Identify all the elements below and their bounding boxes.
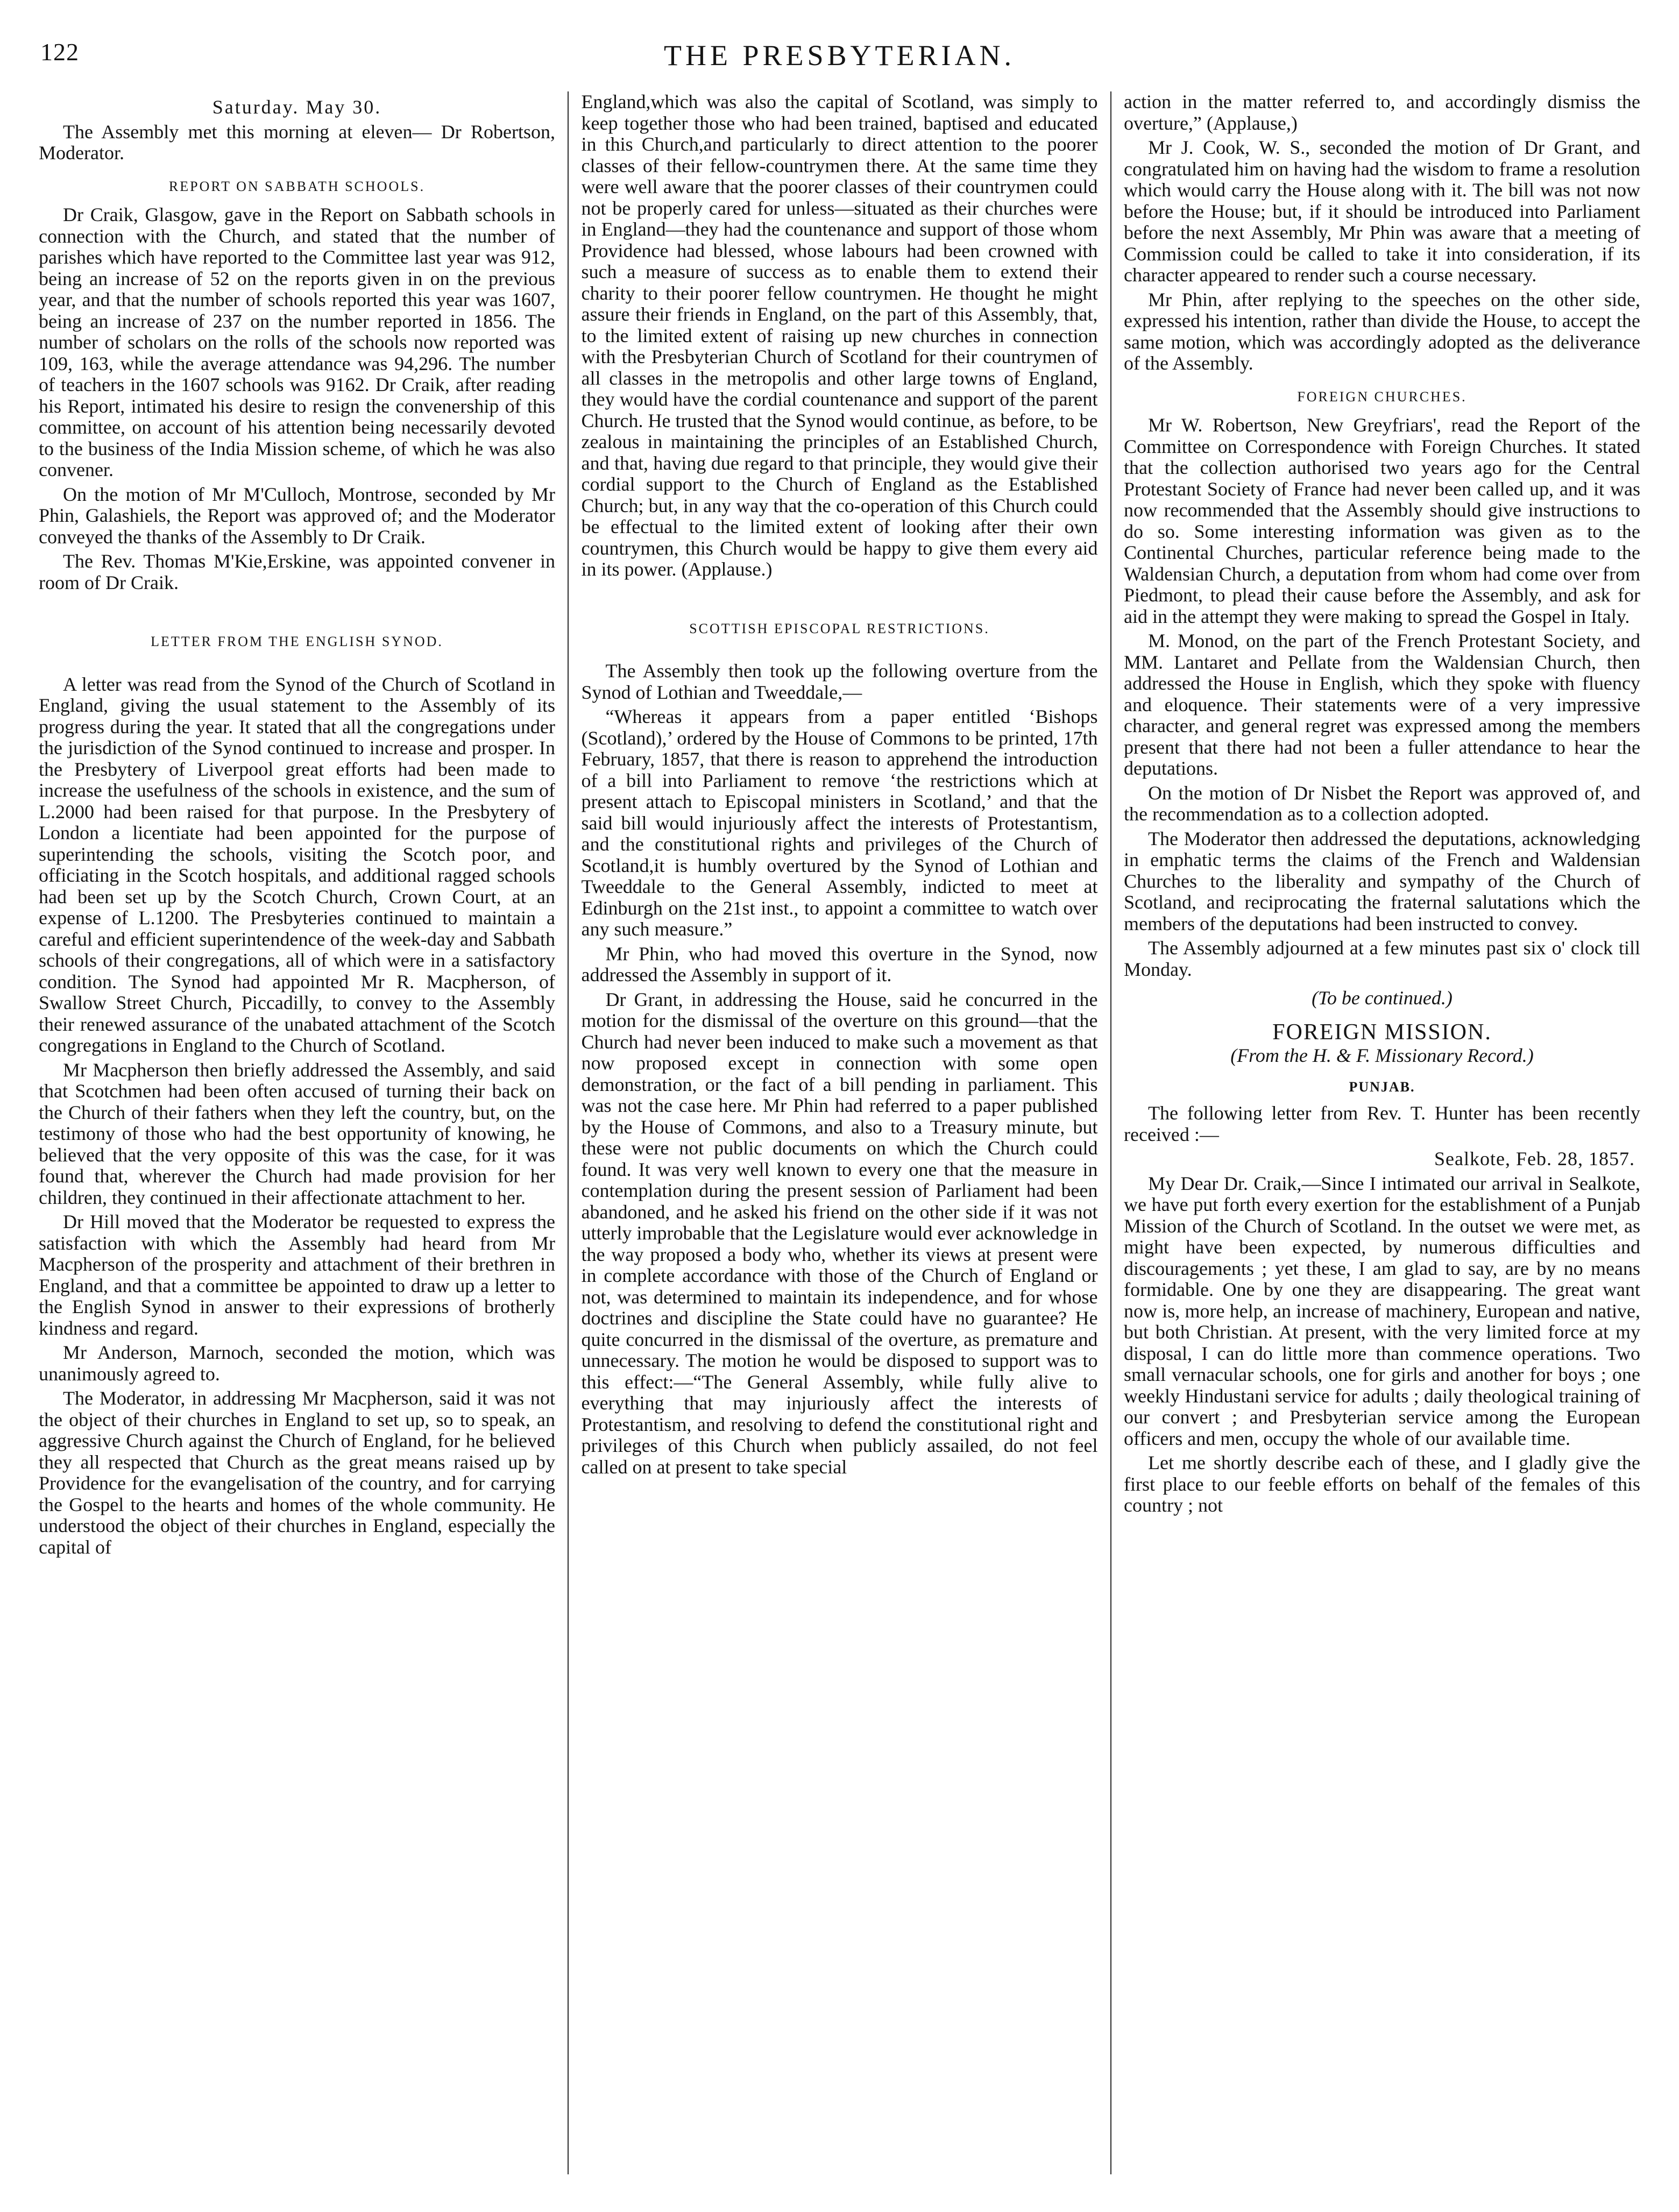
column-divider	[1110, 91, 1111, 2174]
source-subheading: (From the H. & F. Missionary Record.)	[1230, 1045, 1534, 1066]
paragraph: Mr Anderson, Marnoch, seconded the motion, which was unanimously agreed to.	[39, 1342, 555, 1385]
article-columns	[39, 91, 1640, 2174]
paragraph: Mr Macpherson then briefly addressed the Assembly, and said that Scotchmen had been often accused of turning their back on the Church of their fathers when they left the country, but, on the testimony of those who had the best opportunity of knowing, he believed that the very opposite of this was the case, for it was found that, wherever the Church had made provision for her children, they continued in their affectionate attachment to her.	[39, 1059, 555, 1208]
page-number: 122	[40, 38, 79, 66]
column-divider	[568, 91, 569, 2174]
section-heading-episcopal-restrictions: SCOTTISH EPISCOPAL RESTRICTIONS.	[689, 620, 990, 636]
running-title: THE PRESBYTERIAN.	[663, 39, 1015, 72]
section-heading-foreign-churches: FOREIGN CHURCHES.	[1297, 388, 1467, 405]
paragraph: Mr Phin, after replying to the speeches on the other side, expressed his intention, rather than divide the House, to accept the same motion, which was accordingly adopted as the deliverance of the Assembly.	[1124, 288, 1640, 374]
section-heading-punjab: PUNJAB.	[1349, 1079, 1415, 1095]
paragraph: The Moderator, in addressing Mr Macpherson, said it was not the object of their churches in England to set up, so to speak, an aggressive Church against the Church of England, for he believed they all respected that Church as the great means raised up by Providence for the evangelisation of the country, and for carrying the Gospel to the hearts and homes of the whole community. He understood the object of their churches in England, especially the capital of	[39, 1387, 555, 1558]
section-heading-sabbath-schools: REPORT ON SABBATH SCHOOLS.	[168, 178, 426, 194]
paragraph: The Moderator then addressed the deputations, acknowledging in emphatic terms the claims of the French and Waldensian Churches to the liberality and sympathy of the Church of Scotland, and reciprocating the fraternal salutations which the members of the deputations had been instructed to convey.	[1124, 827, 1640, 934]
paragraph: The Assembly adjourned at a few minutes past six o' clock till Monday.	[1124, 937, 1640, 980]
column-2	[582, 91, 1098, 2174]
paragraph-quoted-overture: “Whereas it appears from a paper entitled ‘Bishops (Scotland),’ ordered by the House of Commons to be printed, 17th February, 1857, that there is reason to apprehend the introduction of a bill into Parliament to remove ‘the restrictions which at present attach to Episcopal ministers in Scotland,’ and that the said bill would injuriously affect the interests of Protestantism, and the constitutional rights and privileges of the Church of Scotland,it is humbly overtured by the Synod of Lothian and Tweeddale to the General Assembly, indicted to meet at Edinburgh on the 21st inst., to appoint a committee to watch over any such measure.”	[581, 706, 1098, 940]
paragraph: On the motion of Mr M'Culloch, Montrose, seconded by Mr Phin, Galashiels, the Report was approved of; and the Moderator conveyed the thanks of the Assembly to Dr Craik.	[39, 483, 555, 548]
column-3	[1124, 91, 1640, 2174]
paragraph-letter-body: My Dear Dr. Craik,—Since I intimated our arrival in Sealkote, we have put forth every exertion for the establishment of a Punjab Mission of the Church of Scotland. In the outset we were met, as might have been expected, by numerous difficulties and discouragements ; yet these, I am glad to say, are by no means formidable. One by one they are disappearing. The great want now is, more help, an increase of machinery, European and native, but both Christian. At present, with the very limited force at my disposal, I can do little more than commence operations. Two small vernacular schools, one for girls and another for boys ; one weekly Hindustani service for adults ; daily theological training of our convert ; and Presbyterian service among the European officers and men, occupy the whole of our available time.	[1124, 1172, 1640, 1449]
paragraph-intro: The Assembly met this morning at eleven— Dr Robertson, Moderator.	[39, 120, 555, 164]
paragraph: The Rev. Thomas M'Kie,Erskine, was appointed convener in room of Dr Craik.	[39, 550, 555, 593]
paragraph: Dr Hill moved that the Moderator be requested to express the satisfaction with which the Assembly had heard from Mr Macpherson of the prosperity and attachment of their brethren in England, and that a committee be appointed to draw up a letter to the English Synod in answer to their expressions of brotherly kindness and regard.	[39, 1211, 555, 1339]
section-heading-english-synod: LETTER FROM THE ENGLISH SYNOD.	[151, 634, 443, 649]
date-heading: Saturday. May 30.	[212, 96, 382, 118]
paragraph: The following letter from Rev. T. Hunter has been recently received :—	[1124, 1102, 1640, 1145]
paragraph: M. Monod, on the part of the French Protestant Society, and MM. Lantaret and Pellate from the Waldensian Church, then addressed the House in English, which they spoke with fluency and eloquence. Their statements were of a very impressive character, and general regret was expressed among the members present that there had not been a fuller attendance to hear the deputations.	[1124, 630, 1640, 779]
paragraph: Mr W. Robertson, New Greyfriars', read the Report of the Committee on Correspondence with Foreign Churches. It stated that the collection authorised two years ago for the Central Protestant Society of France had never been called up, and it was now recommended that the Assembly should give instructions to do so. Some interesting information was given as to the Continental Churches, particular reference being made to the Waldensian Church, a deputation from whom had come over from Piedmont, to plead their cause before the Assembly, and ask for aid in the attempt they were making to spread the Gospel in Italy.	[1124, 414, 1640, 627]
paragraph-continued: England,which was also the capital of Scotland, was simply to keep together those who had been trained, baptised and educated in this Church,and particularly to direct attention to the poorer classes of their fellow-countrymen there. At the same time they were well aware that the poorer classes of their countrymen could not be properly cared for unless—situated as their churches were in England—they had the countenance and support of those whom Providence had blessed, whose labours had been crowned with such a measure of success as to enable them to extend their charity to their poorer fellow countrymen. He thought he might assure their friends in England, on the part of this Assembly, that, to the limited extent of raising up new churches in connection with the Presbyterian Church of Scotland for their countrymen of all classes in the metropolis and other large towns of England, they would have the cordial countenance and support of the parent Church. He trusted that the Synod would continue, as before, to be zealous in maintaining the principles of an Established Church, and that, having due regard to that principle, they would give their cordial support to the Church of England as the Established Church; but, in any way that the co-operation of this Church could be effectual to the limited extent of looking after their own countrymen, this Church would be happy to give them every aid in its power. (Applause.)	[581, 91, 1098, 580]
letter-dateline: Sealkote, Feb. 28, 1857.	[1434, 1148, 1635, 1169]
section-heading-foreign-mission: FOREIGN MISSION.	[1272, 1019, 1492, 1045]
paragraph: On the motion of Dr Nisbet the Report was approved of, and the recommendation as to a collection adopted.	[1124, 782, 1640, 825]
column-1	[39, 91, 555, 2174]
paragraph: Dr Grant, in addressing the House, said he concurred in the motion for the dismissal of the overture on this ground—that the Church had never been induced to make such a movement as that now proposed except in connection with some open demonstration, or the fact of a bill pending in parliament. This was not the case here. Mr Phin had referred to a paper published by the House of Commons, and also to a Treasury minute, but these were not public documents on which the Church could found. It was very well known to every one that the measure in contemplation during the present session of Parliament had been abandoned, and he asked his friend on the other side if it was not utterly improbable that the Legislature would ever acknowledge in the way proposed a body who, whether its views at present were in complete accordance with those of the Church of England or not, was determined to maintain its independence, and for whose doctrines and discipline the State could have no guarantee? He quite concurred in the dismissal of the overture, as premature and unnecessary. The motion he would be disposed to support was to this effect:—“The General Assembly, while fully alive to everything that may injuriously affect the interests of Protestantism, and resolving to defend the constitutional right and privileges of this Church when publicly assailed, do not feel called on at present to take special	[581, 988, 1098, 1478]
paragraph-continued: action in the matter referred to, and accordingly dismiss the overture,” (Applause,)	[1124, 91, 1640, 134]
paragraph: The Assembly then took up the following overture from the Synod of Lothian and Tweeddale,—	[581, 660, 1098, 703]
paragraph: Dr Craik, Glasgow, gave in the Report on Sabbath schools in connection with the Church, and stated that the number of parishes which have reported to the Committee last year was 912, being an increase of 52 on the reports given in on the previous year, and that the number of schools reported this year was 1607, being an increase of 237 on the number reported in 1856. The number of scholars on the rolls of the schools now reported was 109, 163, while the average attendance was 94,296. The number of teachers in the 1607 schools was 9162. Dr Craik, after reading his Report, intimated his desire to resign the convenership of this committee, on account of his attention being necessarily devoted to the business of the India Mission scheme, of which he was also convener.	[39, 204, 555, 480]
paragraph: A letter was read from the Synod of the Church of Scotland in England, giving the usual statement to the Assembly of its progress during the year. It stated that all the congregations under the jurisdiction of the Synod continued to increase and prosper. In the Presbytery of Liverpool great efforts had been made to increase the usefulness of the schools in existence, and the sum of L.2000 had been raised for that purpose. In the Presbytery of London a licentiate had been appointed for the purpose of superintending the schools, visiting the Scotch poor, and officiating in the Scotch hospitals, and additional ragged schools had been set up by the Scotch Church, Crown Court, at an expense of L.1200. The Presbyteries continued to maintain a careful and efficient superintendence of the week-day and Sabbath schools of their congregations, all of which were in a satisfactory condition. The Synod had appointed Mr R. Macpherson, of Swallow Street Church, Piccadilly, to convey to the Assembly their renewed assurance of the unabated attachment of the Scotch congregations in England to the Church of Scotland.	[39, 673, 555, 1056]
paragraph: Mr Phin, who had moved this overture in the Synod, now addressed the Assembly in support of it.	[581, 942, 1098, 986]
paragraph: Let me shortly describe each of these, and I gladly give the first place to our feeble efforts on behalf of the females of this country ; not	[1124, 1452, 1640, 1516]
paragraph: Mr J. Cook, W. S., seconded the motion of Dr Grant, and congratulated him on having had the wisdom to frame a resolution which would carry the House along with it. The bill was not now before the House; but, if it should be introduced into Parliament before the next Assembly, Mr Phin was aware that a meeting of Commission could be called to take it into consideration, if its character appeared to render such a course necessary.	[1124, 137, 1640, 286]
to-be-continued-note: (To be continued.)	[1312, 987, 1453, 1009]
